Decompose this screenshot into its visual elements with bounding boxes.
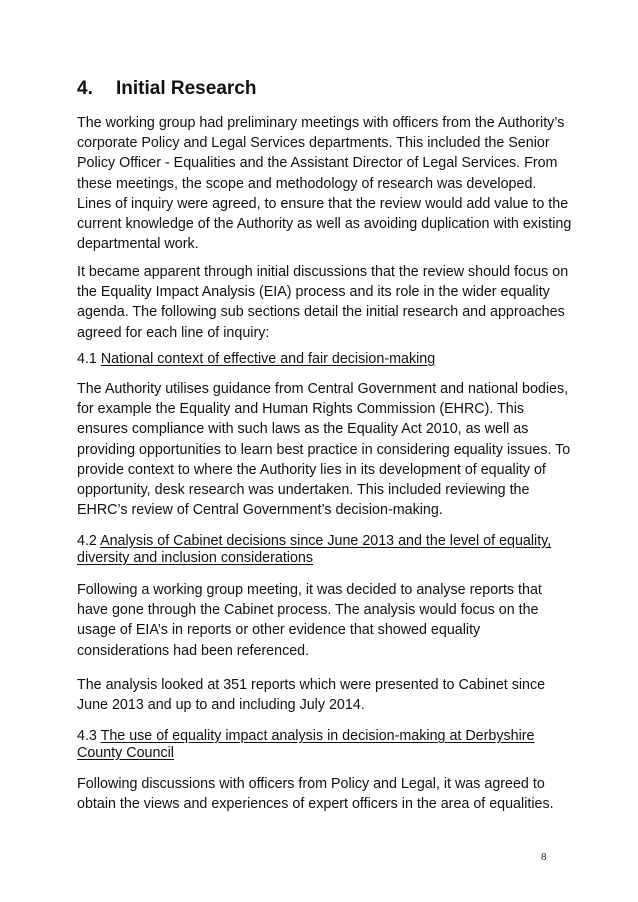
text-line: opportunity, desk research was undertaken. This included reviewing the: [77, 482, 530, 499]
text-line: Following discussions with officers from Policy and Legal, it was agreed to: [77, 776, 545, 792]
text-line: provide context to where the Authority lies in its development of equality of: [77, 461, 546, 478]
text-line: these meetings, the scope and methodology of research was developed.: [77, 175, 537, 192]
subsection-4-1-paragraph: [77, 379, 571, 520]
text-line: The Authority utilises guidance from Central Government and national bodies,: [77, 381, 569, 397]
subsection-title-line: [77, 533, 551, 550]
text-line: current knowledge of the Authority as well as avoiding duplication with existing: [77, 216, 572, 233]
text-line: have gone through the Cabinet process. The analysis would focus on the: [77, 602, 539, 619]
subsection-title: Analysis of Cabinet decisions since June 2013 and the level of equality,: [100, 533, 552, 549]
subsection-title: The use of equality impact analysis in decision-making at Derbyshire: [100, 728, 535, 744]
text-line: Lines of inquiry were agreed, to ensure that the review would add value to the: [77, 195, 569, 212]
text-line: agreed for each line of inquiry:: [77, 324, 270, 341]
section-number: 4.: [77, 78, 93, 99]
text-line: providing opportunities to learn best practice in considering equality issues. To: [77, 441, 571, 458]
text-line: ensures compliance with such laws as the Equality Act 2010, as well as: [77, 421, 529, 438]
subsection-title-line: [77, 728, 534, 745]
subsection-title-line: diversity and inclusion considerations: [77, 550, 314, 566]
subsection-number: 4.3: [77, 728, 97, 744]
text-line: for example the Equality and Human Rights Commission (EHRC). This: [77, 401, 525, 418]
text-line: corporate Policy and Legal Services departments. This included the Senior: [77, 135, 550, 152]
page-number: 8: [541, 851, 547, 863]
subsection-4-1-heading: [77, 351, 435, 368]
text-line: The analysis looked at 351 reports which were presented to Cabinet since: [77, 677, 546, 693]
intro-paragraph-2: [77, 262, 567, 343]
subsection-4-2-paragraph-2: [77, 675, 567, 715]
text-line: It became apparent through initial discussions that the review should focus on: [77, 264, 569, 280]
subsection-4-3-paragraph: [77, 774, 567, 814]
subsection-number: 4.2: [77, 533, 97, 549]
subsection-4-2-heading: [77, 533, 551, 567]
subsection-4-3-heading: [77, 728, 534, 762]
section-heading: [77, 78, 256, 100]
text-line: departmental work.: [77, 236, 199, 253]
text-line: Following a working group meeting, it was decided to analyse reports that: [77, 582, 542, 598]
text-line: the Equality Impact Analysis (EIA) process and its role in the wider equality: [77, 284, 550, 301]
text-line: usage of EIA’s in reports or other evidence that showed equality: [77, 622, 481, 639]
text-line: June 2013 and up to and including July 2014.: [77, 697, 365, 714]
subsection-4-2-paragraph-1: [77, 580, 567, 661]
text-line: The working group had preliminary meetings with officers from the Authority’s: [77, 115, 565, 131]
subsection-number: 4.1: [77, 351, 97, 367]
text-line: obtain the views and experiences of expert officers in the area of equalities.: [77, 796, 554, 813]
intro-paragraph-1: [77, 113, 572, 254]
subsection-title: National context of effective and fair decision-making: [100, 351, 436, 367]
subsection-title-line: County Council: [77, 745, 174, 761]
text-line: EHRC’s review of Central Government’s decision-making.: [77, 502, 443, 519]
text-line: considerations had been referenced.: [77, 642, 310, 659]
text-line: agenda. The following sub sections detail the initial research and approaches: [77, 304, 565, 321]
section-title: Initial Research: [116, 78, 257, 99]
text-line: Policy Officer - Equalities and the Assistant Director of Legal Services. From: [77, 155, 558, 172]
